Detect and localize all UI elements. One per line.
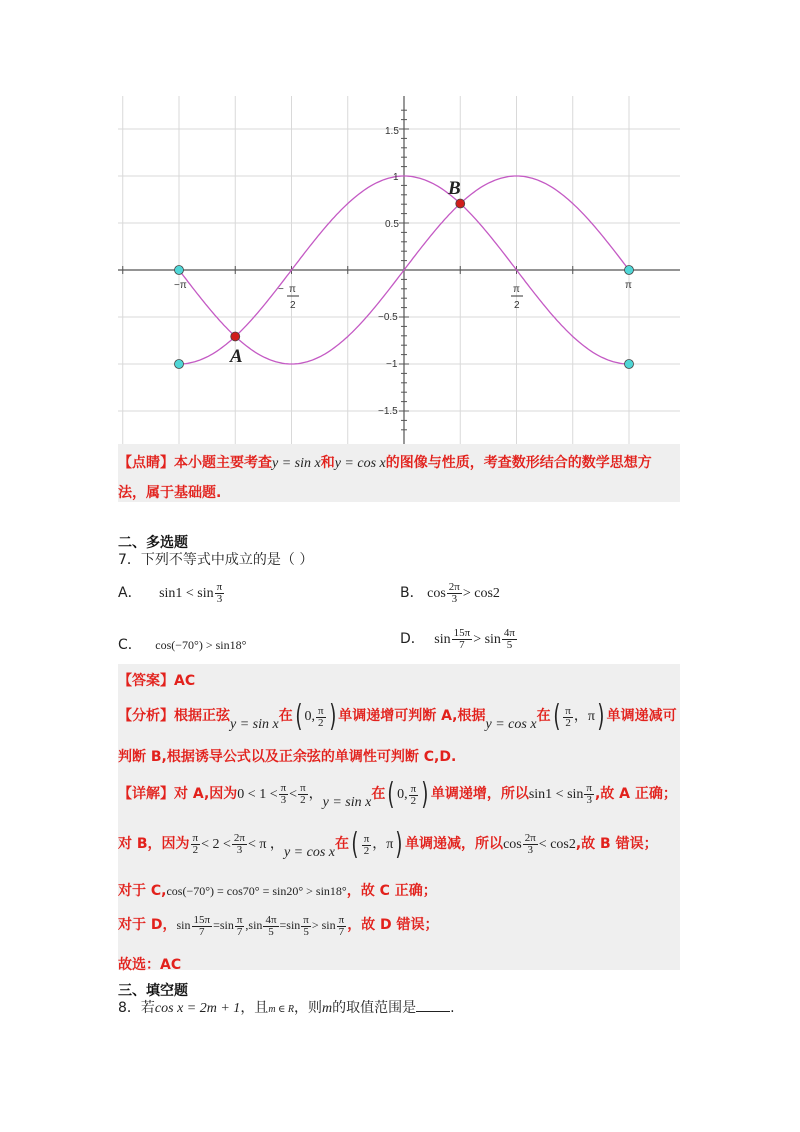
dianjing-text: 本小题主要考查 — [174, 455, 272, 471]
option-d-den1: 7 — [459, 639, 465, 652]
detail-a-text-2: 单调递增，所以 — [430, 786, 529, 803]
y-tick-neg-1: −1 — [386, 359, 398, 370]
option-d-label: D． — [400, 631, 425, 647]
q8-stem — [118, 997, 455, 1017]
option-c-label: C． — [118, 637, 142, 653]
option-d-mid: > sin — [473, 632, 501, 647]
detail-a-text: 对 A,因为 — [174, 786, 238, 803]
math-y-sinx: y = sin x — [230, 717, 279, 733]
analysis-in-2: 在 — [536, 708, 551, 725]
dianjing-text-3: 法，属于基础题. — [118, 485, 222, 501]
x-tick-half-den: 2 — [514, 300, 520, 311]
point-a — [231, 332, 240, 341]
detail-b-text: 对 B，因为 — [118, 836, 190, 853]
answer-tag: 【答案】 — [118, 673, 174, 689]
y-tick-0.5: 0.5 — [385, 219, 399, 230]
y-tick-neg-0.5: −0.5 — [378, 312, 398, 323]
detail-c-conclusion: ，故 C 正确； — [346, 883, 437, 899]
math-y-cosx: y = cos x — [485, 717, 537, 733]
dianjing-tag: 【点睛】 — [118, 455, 174, 471]
option-d-num1: 15π — [453, 627, 471, 640]
detail-b-in: 在 — [334, 836, 349, 853]
point-label-b: B — [448, 178, 461, 199]
detail-d-conclusion: ，故 D 错误； — [347, 917, 439, 933]
detail-b-text-2: 单调递减，所以 — [405, 836, 504, 853]
interval-1-start: 0, — [304, 709, 315, 725]
detail-c-text: 对于 C, — [118, 883, 167, 899]
x-tick-neg-pi: −π — [174, 280, 187, 291]
y-tick-1.5: 1.5 — [385, 126, 399, 137]
point-b — [456, 199, 465, 208]
detail-a-ineq: 0 < 1 < — [237, 787, 278, 803]
q7-option-c — [118, 634, 246, 654]
interval-2-den: 2 — [565, 716, 571, 729]
endpoint-sin-left — [175, 266, 184, 275]
section-heading-fill: 三、填空题 — [118, 983, 188, 999]
analysis-line-2 — [118, 746, 680, 766]
x-tick-pi: π — [625, 280, 632, 291]
y-tick-1: 1 — [393, 172, 399, 183]
q7-option-d — [400, 628, 518, 651]
q8-period: . — [450, 1000, 455, 1016]
q8-answer-blank[interactable] — [416, 1011, 450, 1012]
section-heading-multi: 二、多选题 — [118, 535, 188, 551]
point-label-a: A — [230, 346, 243, 367]
analysis-text-4: 判断 B,根据诱导公式以及正余弦的单调性可判断 C,D. — [118, 749, 457, 765]
x-tick-half-num: π — [513, 284, 520, 295]
detail-line-3 — [118, 880, 680, 900]
y-tick-neg-1.5: −1.5 — [378, 406, 398, 417]
answer-line — [118, 670, 680, 690]
q7-option-b — [400, 582, 500, 605]
x-tick-neg-half-num: π — [289, 284, 296, 295]
detail-tag: 【详解】 — [118, 786, 174, 803]
q8-text-3: ，则 — [294, 1000, 323, 1016]
option-a-label: A． — [118, 585, 142, 601]
dianjing-line-1 — [118, 452, 680, 472]
analysis-tag: 【分析】 — [118, 708, 174, 725]
endpoint-sin-right — [625, 266, 634, 275]
detail-line-2: 对 B，因为 $\frac{\pi}{2}$ < 2 < $\frac{2\pi}{3}$ < π ，y = cos x在( $\frac{\pi}{2}$ ，π) 单调递减，所以cos $\frac{2\pi}{3}$ < cos2,故 B 错误； — [118, 827, 658, 862]
x-tick-neg-half-sign: − — [278, 284, 284, 295]
dianjing-text-2: 的图像与性质，考查数形结合的数学思想方 — [385, 455, 652, 471]
detail-line-4: 对于 D，sin $\frac{15\pi}{7}$ =sin $\frac{\pi}{7}$ ,sin $\frac{4\pi}{5}$ =sin $\frac{\pi}{5}$ > sin $\frac{\pi}{7}$ ，故 D 错误； — [118, 913, 439, 938]
trig-graph — [118, 96, 682, 444]
option-a-expr: sin1 < sin — [159, 586, 214, 601]
analysis-text-2: 单调递增可判断 A,根据 — [338, 708, 486, 725]
interval-1-den: 2 — [317, 716, 324, 729]
q7-stem: 7．下列不等式中成立的是（ ） — [118, 552, 314, 568]
option-b-den: 3 — [451, 593, 458, 606]
option-c-expr: cos(−70°) > sin18° — [155, 638, 247, 652]
analysis-text-3: 单调递减可 — [606, 708, 677, 725]
final-choice: 故选：AC — [118, 957, 182, 973]
math-y-cosx: y = cos x — [334, 456, 386, 471]
detail-c-expr: cos(−70°) = cos70° = sin20° > sin18° — [166, 884, 347, 898]
option-b-cos: cos — [427, 586, 446, 601]
option-d-num2: 4π — [503, 627, 515, 640]
detail-line-5 — [118, 954, 680, 974]
detail-a-in: 在 — [371, 786, 386, 803]
q8-m-in-r: m ∈ R — [268, 1004, 295, 1015]
q8-text-2: ，且 — [240, 1000, 269, 1016]
analysis-line-1: 【分析】根据正弦y = sin x在( 0, $\frac{\pi}{2}$ ) 单调递增可判断 A,根据y = cos x在( $\frac{\pi}{2}$ ，π) 单调递减可 — [118, 699, 677, 734]
x-tick-neg-half-den: 2 — [290, 300, 296, 311]
dianjing-line-2 — [118, 482, 680, 502]
analysis-text-1: 根据正弦 — [174, 708, 230, 725]
option-a-num: π — [216, 581, 223, 594]
interval-2-num: π — [565, 704, 571, 717]
endpoint-cos-right — [625, 360, 634, 369]
interval-2-end: ，π — [573, 709, 595, 725]
dianjing-and: 和 — [320, 455, 335, 471]
interval-1-num: π — [317, 704, 324, 717]
answer-value: AC — [174, 673, 196, 689]
q8-cos-expr: cos x = 2m + 1 — [154, 1001, 241, 1016]
q8-text-4: 的取值范围是 — [332, 1000, 417, 1016]
option-a-den: 3 — [216, 593, 223, 606]
option-b-num: 2π — [448, 581, 460, 594]
q8-m: m — [322, 1001, 333, 1016]
option-d-sin: sin — [434, 632, 451, 647]
endpoint-cos-left — [175, 360, 184, 369]
detail-a-conclusion: ,故 A 正确； — [594, 786, 677, 803]
option-b-label: B． — [400, 585, 424, 601]
detail-line-1: 【详解】对 A,因为0 < 1 < $\frac{\pi}{3}$ < $\frac{\pi}{2}$ ，y = sin x在( 0, $\frac{\pi}{2}$ ) 单调递增，所以sin1 < sin $\frac{\pi}{3}$ ,故 A 正确； — [118, 777, 677, 812]
option-b-right: > cos2 — [462, 586, 500, 601]
q7-option-a — [118, 582, 225, 605]
detail-b-conclusion: ,故 B 错误； — [575, 836, 658, 853]
analysis-in: 在 — [278, 708, 293, 725]
q8-text-1: 8．若 — [118, 1000, 155, 1016]
math-y-sinx: y = sin x — [272, 456, 321, 471]
option-d-den2: 5 — [506, 639, 513, 652]
detail-d-text: 对于 D， — [118, 917, 177, 933]
